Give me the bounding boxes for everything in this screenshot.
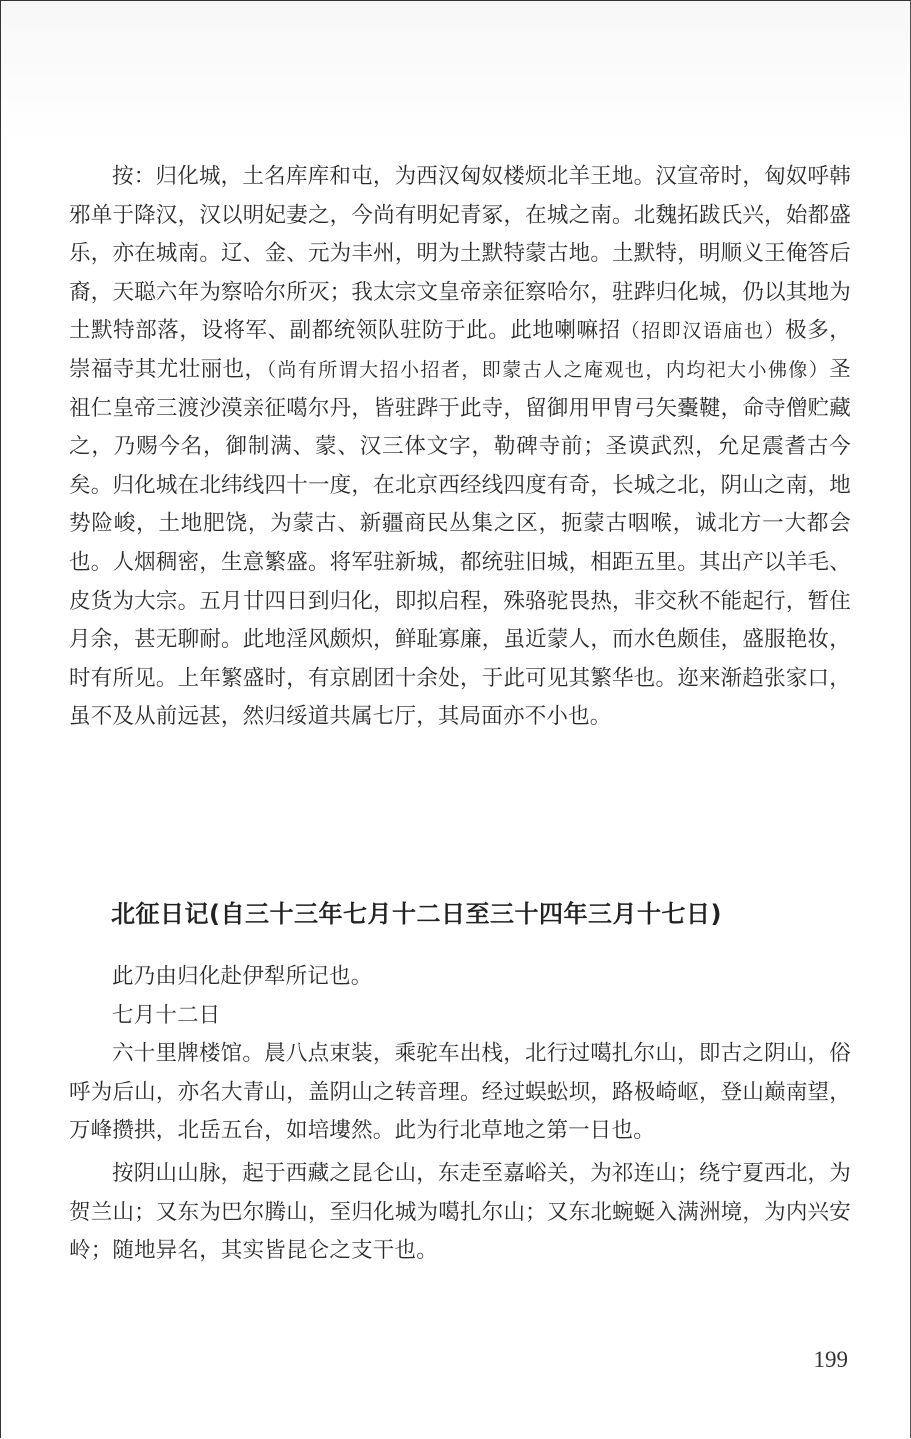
inline-note: （尚有所谓大招小招者，即蒙古人之庵观也，内均祀大小佛像） bbox=[266, 358, 830, 381]
paragraph-yinshan: 按阴山山脉，起于西藏之昆仑山，东走至嘉峪关，为祁连山；绕宁夏西北，为贺兰山；又东为巴尔腾山，至归化城为噶扎尔山；又东北蜿蜒入满洲境，为内兴安岭；随地异名，其实皆昆仑之支干也。 bbox=[69, 1160, 851, 1264]
section-2 bbox=[69, 958, 851, 1271]
inline-note: （招即汉语庙也） bbox=[620, 320, 786, 343]
paragraph-guihua-city bbox=[69, 158, 851, 737]
paragraph-day-one: 六十里牌楼馆。晨八点束装，乘驼车出栈，北行过噶扎尔山，即古之阴山，俗呼为后山，亦名大青山，盖阴山之转音理。经过蜈蚣坝，路极崎岖，登山巅南望，万峰攒拱，北岳五台，如培塿然。此为行北草地之第一日也。 bbox=[69, 1041, 851, 1144]
intro-line: 此乃由归化赴伊犁所记也。 bbox=[112, 964, 373, 989]
section-1 bbox=[69, 158, 851, 737]
page-number: 199 bbox=[813, 1347, 848, 1372]
paragraph-text: 极多，崇福寺其尤壮丽也， bbox=[69, 318, 851, 382]
paragraph-text: 按：归化城，土名库库和屯，为西汉匈奴楼烦北羊王地。汉宣帝时，匈奴呼韩邪单于降汉，汉以明妃妻之，今尚有明妃青冢，在城之南。北魏拓跋氏兴，始都盛乐，亦在城南。辽、金、元为丰州，明为土默特蒙古地。土默特，明顺义王俺答后裔，天聪六年为察哈尔所灭；我太宗文皇帝亲征察哈尔，驻跸归化城，仍以其地为土默特部落，设将军、副都统领队驻防于此。此地喇嘛招 bbox=[69, 164, 851, 344]
paragraph-text: 圣祖仁皇帝三渡沙漠亲征噶尔丹，皆驻跸于此寺，留御用甲胄弓矢櫜鞬，命寺僧贮藏之，乃赐今名，御制满、蒙、汉三体文字，勒碑寺前；圣谟武烈，允足震耆古今矣。归化城在北纬线四十一度，在北京西经线四度有奇，长城之北，阴山之南，地势险峻，土地肥饶，为蒙古、新疆商民丛集之区，扼蒙古咽喉，诚北方一大都会也。人烟稠密，生意繁盛。将军驻新城，都统驻旧城，相距五里。其出产以羊毛、皮货为大宗。五月廿四日到归化，即拟启程，殊骆驼畏热，非交秋不能起行，暂住月余，甚无聊耐。此地淫风颇炽，鲜耻寡廉，虽近蒙人，而水色颇佳，盛服艳妆，时有所见。上年繁盛时，有京剧团十余处，于此可见其繁华也。迩来渐趋张家口，虽不及从前远甚，然归绥道共属七厅，其局面亦不小也。 bbox=[69, 356, 851, 730]
section-heading: 北征日记(自三十三年七月十二日至三十四年三月十七日) bbox=[111, 900, 722, 928]
date-line: 七月十二日 bbox=[112, 1002, 221, 1028]
